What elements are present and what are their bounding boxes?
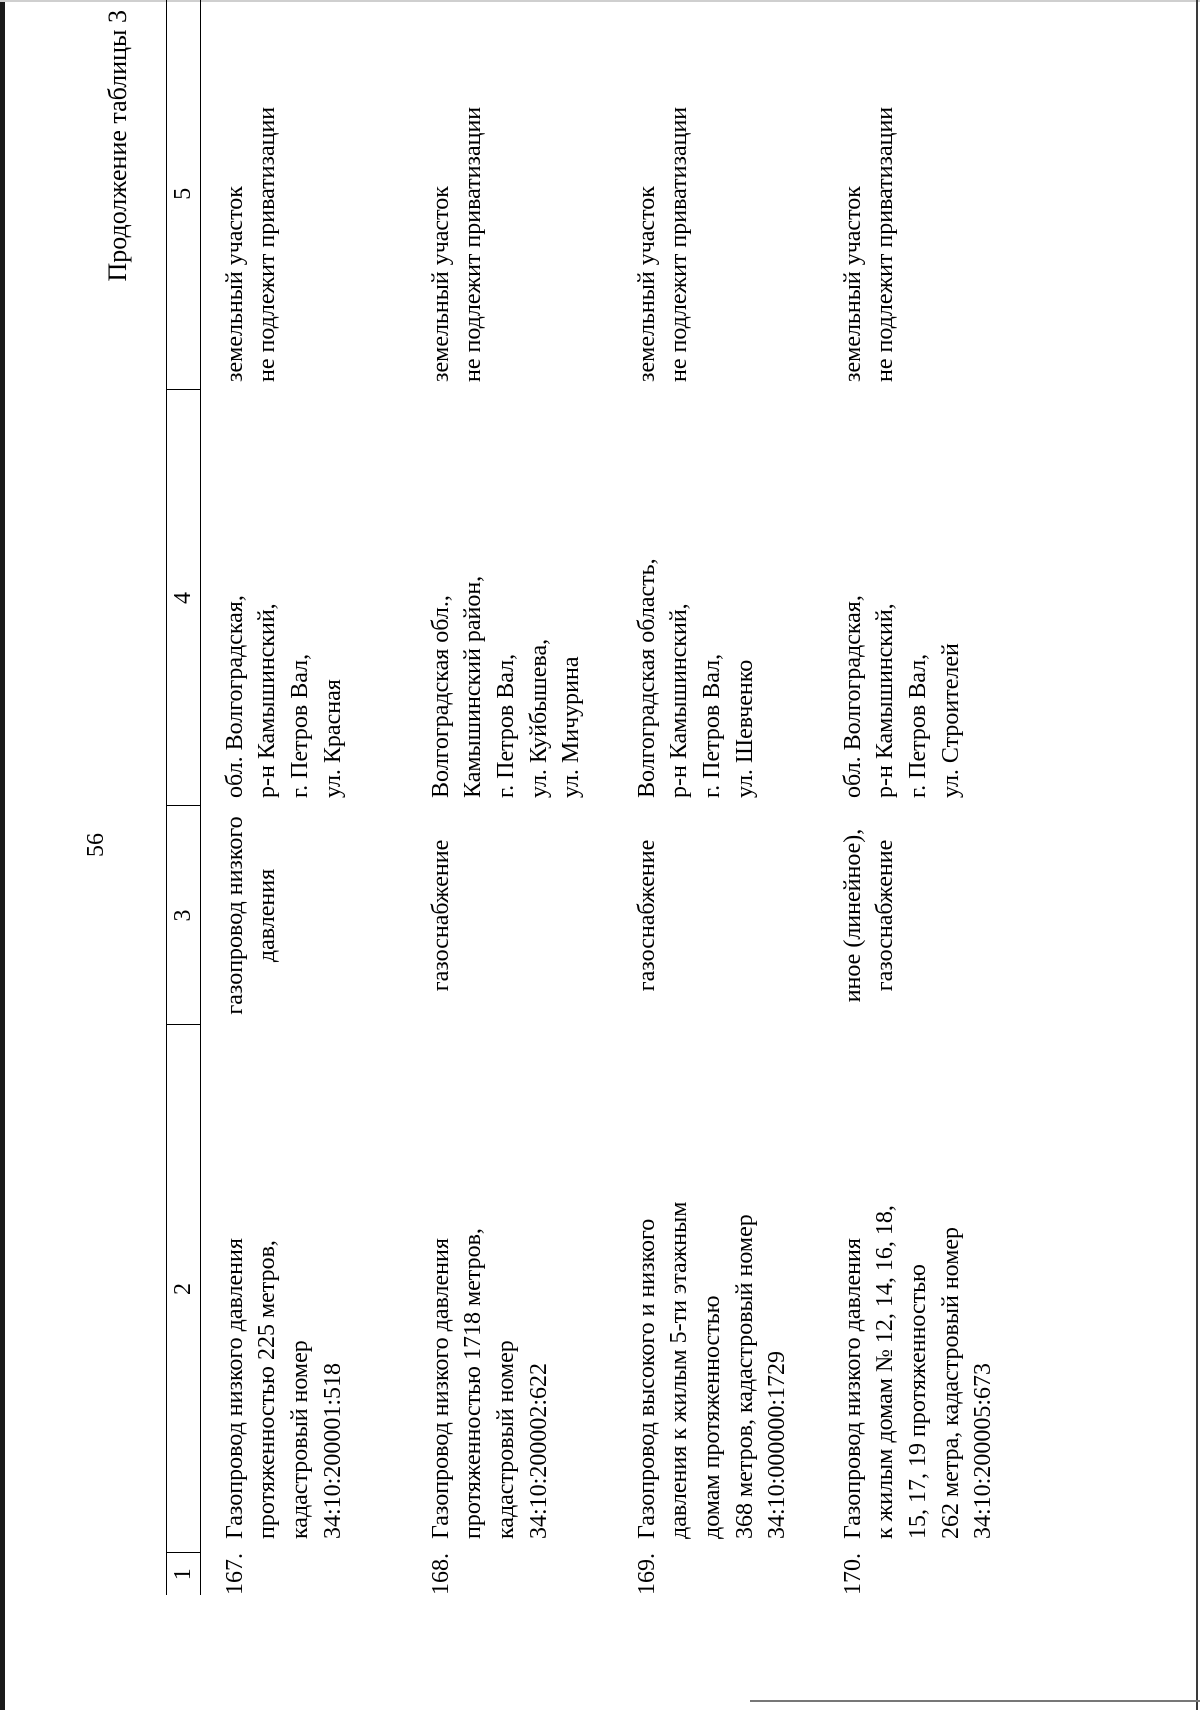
column-header-1: 1 [167, 1553, 201, 1595]
address-line: р-н Камышинский, [666, 603, 693, 798]
note-line: не подлежит приватизации [666, 106, 693, 382]
address-line: ул. Куйбышева, [525, 638, 552, 798]
description-line: 34:10:000000:1729 [764, 1350, 791, 1539]
description-line: домам протяженностью [698, 1295, 725, 1539]
property-register-table [166, 0, 1033, 1595]
object-purpose [621, 806, 827, 1025]
privatization-note [827, 0, 1033, 390]
object-description [415, 1025, 621, 1553]
table-row [415, 0, 621, 1595]
purpose-line: газоснабжение [427, 839, 454, 992]
purpose-line: давления [254, 868, 281, 963]
description-line: 262 метра, кадастровый номер [937, 1226, 964, 1539]
row-number: 169. [633, 1553, 660, 1595]
row-number: 167. [221, 1553, 248, 1595]
description-line: 34:10:200002:622 [525, 1362, 552, 1539]
privatization-note [200, 0, 415, 390]
address-line: Волгоградская область, [633, 558, 660, 798]
purpose-line: газоснабжение [633, 839, 660, 992]
note-line: не подлежит приватизации [254, 106, 281, 382]
address-line: г. Петров Вал, [286, 653, 313, 798]
object-address [621, 390, 827, 806]
description-line: 34:10:200005:673 [970, 1362, 997, 1539]
table-row [827, 0, 1033, 1595]
page-number: 56 [83, 833, 109, 857]
purpose-line: иное (линейное), [839, 828, 866, 1003]
description-line: протяженностью 1718 метров, [460, 1228, 487, 1539]
object-address [415, 390, 621, 806]
description-line: кадастровый номер [492, 1340, 519, 1539]
description-line: к жилым домам № 12, 14, 16, 18, [872, 1205, 899, 1539]
address-line: обл. Волгоградская, [221, 595, 248, 798]
note-line: земельный участок [427, 186, 454, 382]
column-number-header-row [167, 0, 201, 1595]
column-header-5: 5 [167, 0, 201, 390]
address-line: ул. Мичурина [558, 656, 585, 798]
description-line: Газопровод высокого и низкого [633, 1218, 660, 1539]
address-line: ул. Строителей [937, 643, 964, 798]
note-line: земельный участок [633, 186, 660, 382]
address-line: р-н Камышинский, [872, 603, 899, 798]
note-line: не подлежит приватизации [460, 106, 487, 382]
address-line: ул. Красная [319, 679, 346, 798]
object-description [621, 1025, 827, 1553]
object-purpose [200, 806, 415, 1025]
address-line: ул. Шевченко [731, 659, 758, 798]
object-address [827, 390, 1033, 806]
note-line: земельный участок [839, 186, 866, 382]
description-line: Газопровод низкого давления [839, 1238, 866, 1539]
address-line: г. Петров Вал, [492, 653, 519, 798]
description-line: 15, 17, 19 протяженностью [904, 1264, 931, 1539]
description-line: протяженностью 225 метров, [254, 1240, 281, 1539]
table-row [621, 0, 827, 1595]
address-line: Волгоградская обл., [427, 595, 454, 798]
object-address [200, 390, 415, 806]
object-purpose [827, 806, 1033, 1025]
table-continuation-label: Продолжение таблицы 3 [103, 10, 132, 282]
description-line: давления к жилым 5-ти этажным [666, 1201, 693, 1539]
object-description [200, 1025, 415, 1553]
address-line: Камышинский район, [460, 575, 487, 798]
address-line: обл. Волгоградская, [839, 595, 866, 798]
purpose-line: газоснабжение [872, 839, 899, 992]
row-number: 170. [839, 1553, 866, 1595]
description-line: 368 метров, кадастровый номер [731, 1214, 758, 1539]
privatization-note [415, 0, 621, 390]
object-description [827, 1025, 1033, 1553]
description-line: Газопровод низкого давления [427, 1238, 454, 1539]
address-line: г. Петров Вал, [904, 653, 931, 798]
row-number: 168. [427, 1553, 454, 1595]
column-header-2: 2 [167, 1025, 201, 1553]
note-line: не подлежит приватизации [872, 106, 899, 382]
description-line: кадастровый номер [286, 1340, 313, 1539]
object-purpose [415, 806, 621, 1025]
privatization-note [621, 0, 827, 390]
address-line: р-н Камышинский, [254, 603, 281, 798]
column-header-4: 4 [167, 390, 201, 806]
description-line: Газопровод низкого давления [221, 1238, 248, 1539]
description-line: 34:10:200001:518 [319, 1362, 346, 1539]
purpose-line: газопровод низкого [221, 816, 248, 1015]
table-row [200, 0, 415, 1595]
note-line: земельный участок [221, 186, 248, 382]
column-header-3: 3 [167, 806, 201, 1025]
address-line: г. Петров Вал, [698, 653, 725, 798]
